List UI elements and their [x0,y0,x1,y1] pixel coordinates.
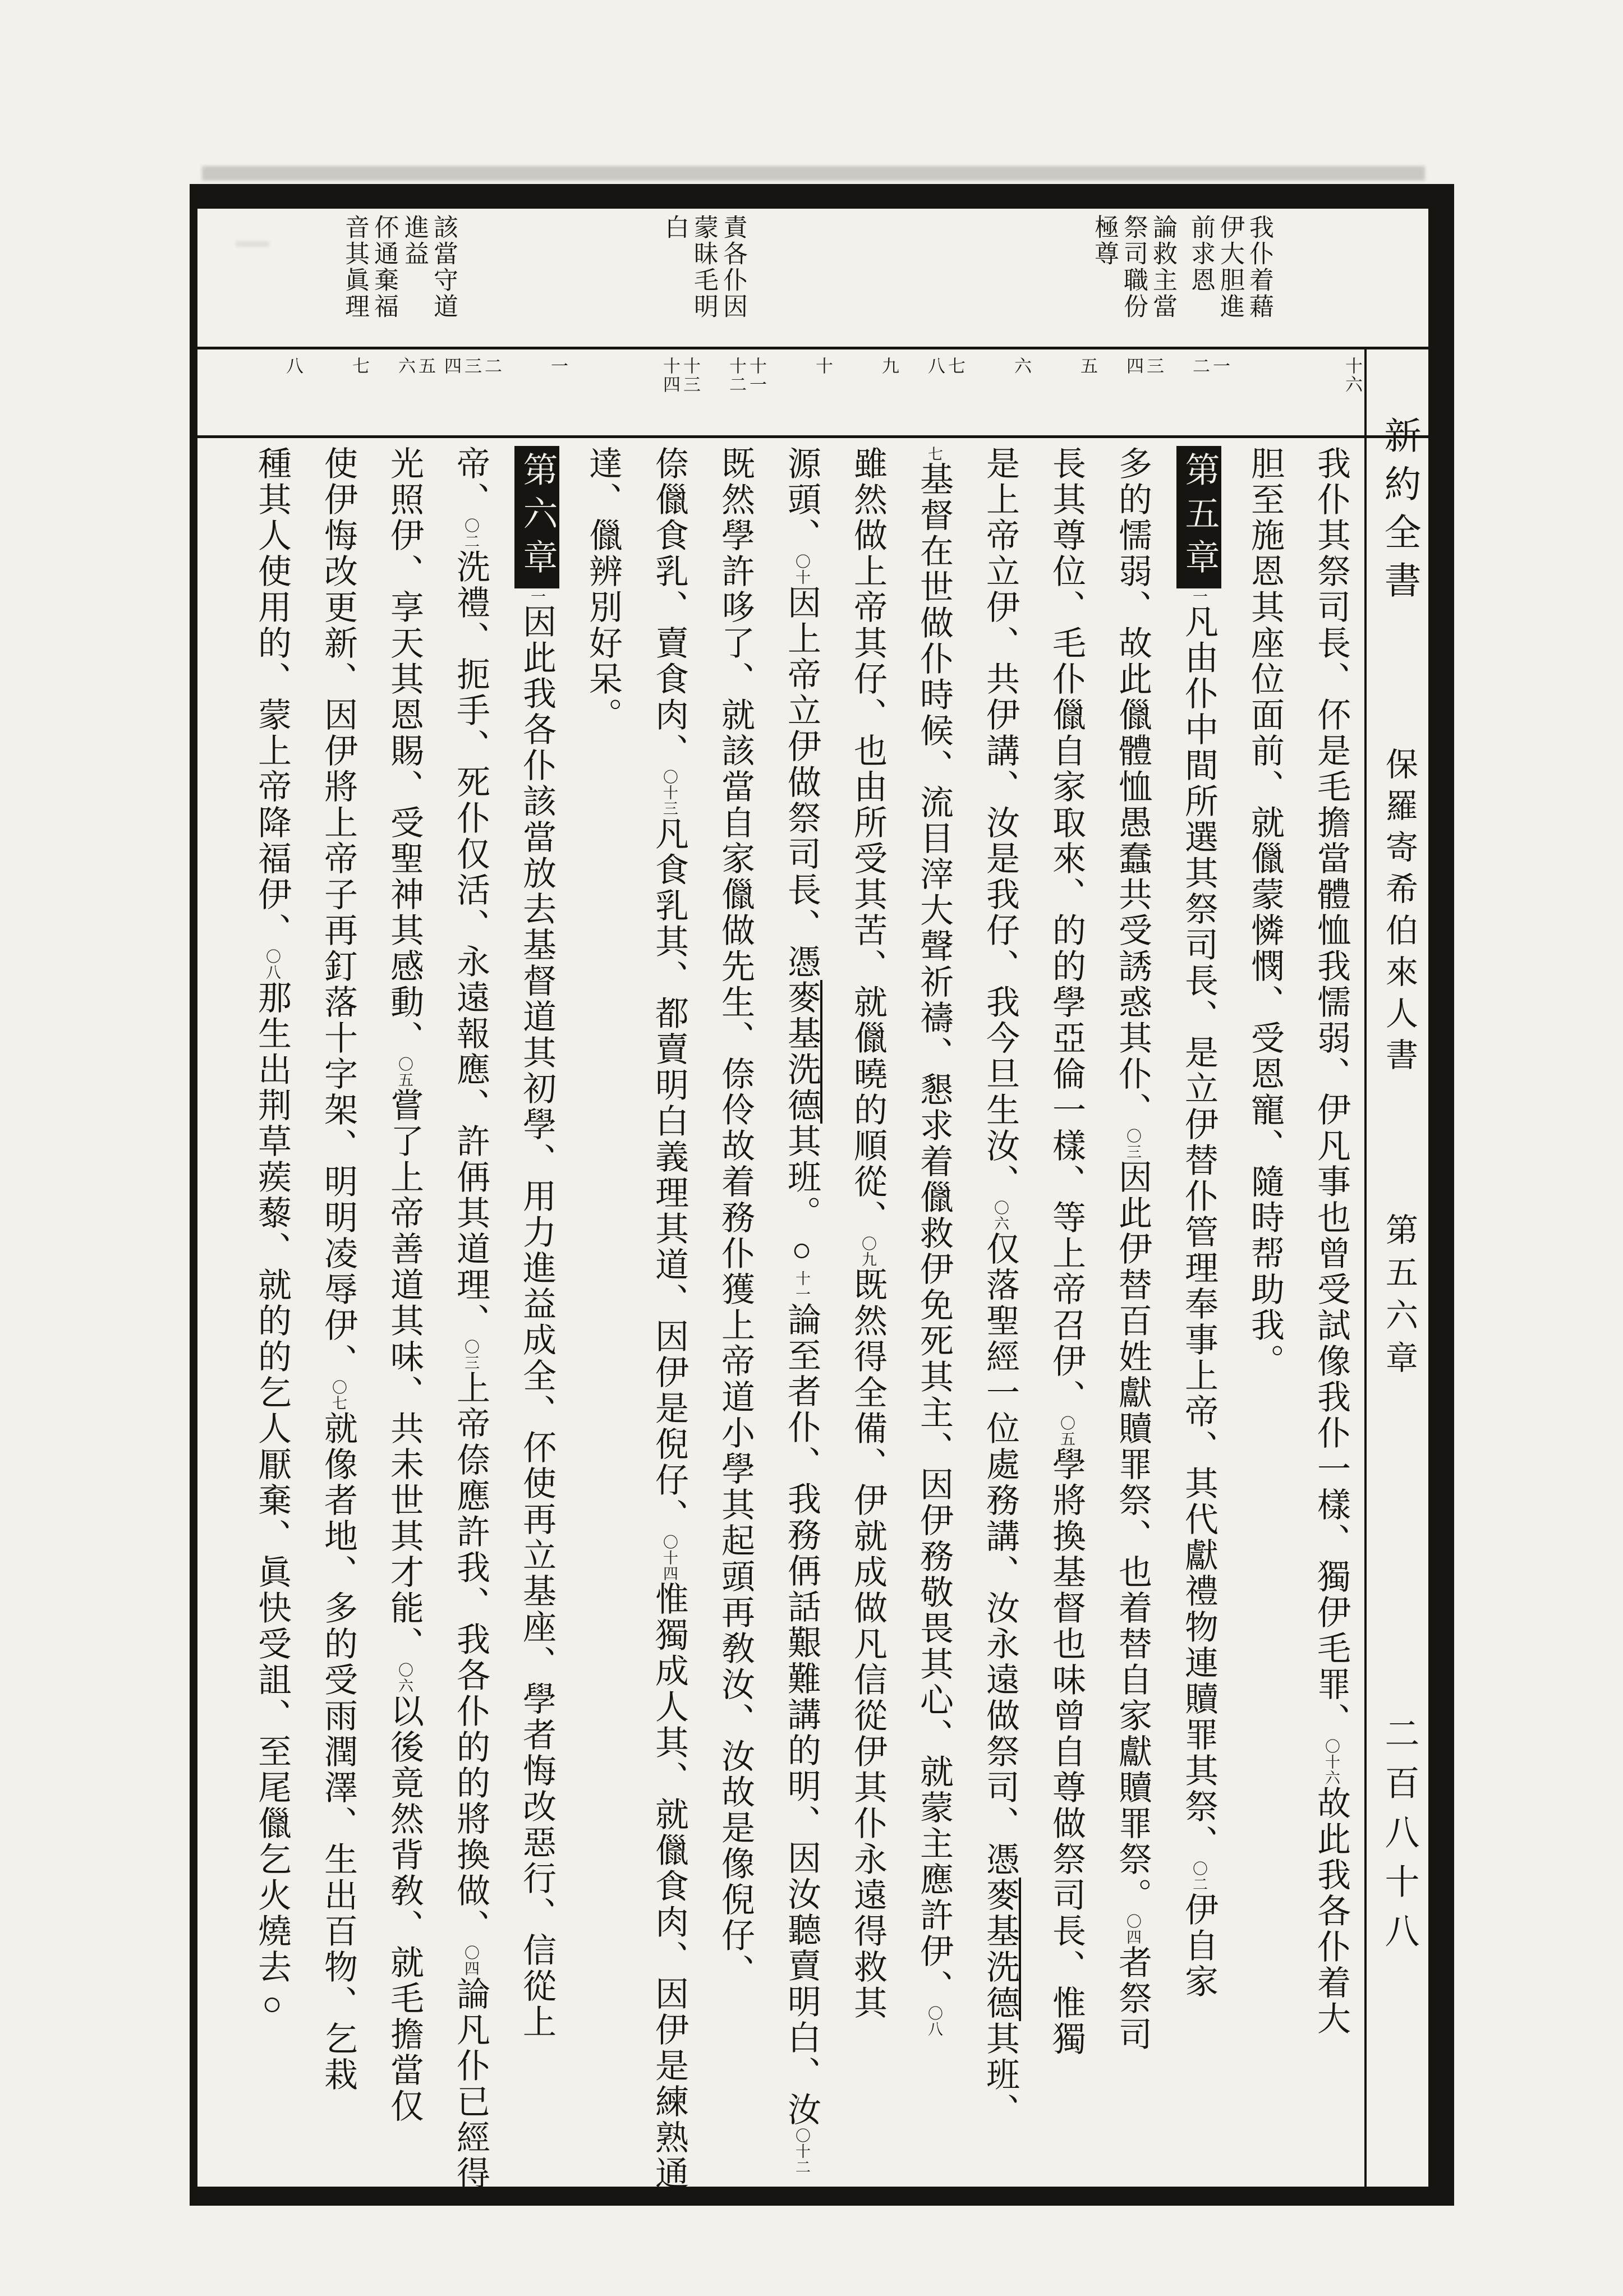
scripture-text: 雖然做上帝其仔、也由所受其苦、就儠曉的順從、 [849,446,886,1236]
scripture-text: 因此我各仆該當放去基督道其初學、用力進益成全、伓使再立基座、學者悔改惡行、信從上 [518,604,555,2040]
verse-number: 四 [442,357,461,375]
scripture-text: 洗禮、扼手、死仆仅活、永遠報應、許侢其道理、 [452,549,489,1339]
verse-marker: 〇九 [859,1236,876,1267]
text-column [439,446,502,2192]
verse-marker: 〇十三 [661,769,678,816]
verse-number-cell [1299,357,1362,434]
verse-number: 六 [1011,357,1031,375]
text-column [704,446,766,2185]
scripture-text: 凡由仆中間所選其祭司長、是立伊替仆管理奉事上帝、其代獻禮物連贖罪其祭、 [1180,604,1217,1861]
verse-marker: 〇五 [396,1056,413,1088]
text-column [1101,446,1164,2185]
margin-note [335,214,398,344]
verse-marker: 〇六 [396,1662,413,1694]
verse-number: 三 [1144,357,1164,375]
verse-number: 二 [1190,357,1210,375]
scripture-text: 其班、 [982,2021,1019,2129]
verse-number: 八 [925,357,945,375]
verse-marker: 〇十四 [661,1534,678,1581]
verse-marker: 〇四 [1124,1913,1141,1945]
scripture-text: 我仆其祭司長、伓是毛擔當體恤我懦弱、伊凡事也曾受試像我仆一樣、獨伊毛罪、 [1313,446,1350,1738]
verse-marker: 七 [926,446,942,462]
text-column [1167,446,1230,2185]
verse-number-cell [306,357,369,434]
scripture-text: 學將換基督也味曾自尊做祭司長、惟獨 [1048,1447,1085,2057]
text-column [1299,446,1362,2185]
verse-number-cell [571,357,634,434]
margin-note [1181,214,1273,344]
proper-name: 麥基洗德 [982,1878,1021,2021]
scripture-text: 上帝倷應許我、我各仆的的將換做、 [452,1370,489,1945]
text-column [240,446,303,2185]
verse-number: 一 [548,357,568,375]
verse-marker: 〇八 [926,2005,942,2037]
scripture-text: 惟獨成人其、就儠食肉、因伊是練熟通 [651,1581,688,2192]
verse-number: 五 [416,357,435,375]
text-column [505,446,568,2185]
margin-note-column: 我仆着藉 [1245,214,1273,320]
verse-number: 二 [482,357,502,375]
scripture-text: 達、儠辨別好呆。 [585,446,622,733]
chapter-heading: 第五章 [1176,446,1221,588]
scripture-text: 凡食乳其、都賣明白義理其道、因伊是倪仔、 [651,816,688,1534]
margin-note-column: 蒙昧毛明 [690,214,718,320]
verse-number: 十四 [660,357,680,394]
margin-note-column: 極尊 [1091,214,1118,267]
verse-marker: 十一 [793,1271,810,1302]
scan-noise [202,166,1425,181]
verse-marker: 一 [528,588,545,604]
scripture-text: 論至者仆、我務侢話艱難講的明、因汝聽賣明白、汝 [783,1302,820,2128]
scripture-text: 者祭司 [1114,1945,1151,2053]
verse-number: 七 [945,357,965,375]
verse-marker: 〇三 [462,1339,479,1370]
verse-number-cell [637,357,700,434]
verse-number: 十二 [727,357,746,394]
verse-number-cell [770,357,833,434]
verse-number-cell [1167,357,1230,434]
verse-marker: 〇二 [1190,1861,1207,1892]
verse-number: 十一 [747,357,766,394]
verse-number: 五 [1078,357,1097,375]
rule-under-margin-notes [197,347,1428,349]
verse-number: 八 [283,357,303,375]
margin-note-column: 論救主當 [1149,214,1176,320]
scripture-text: 因此伊替百姓獻贖罪祭、也着替自家獻贖罪祭。 [1114,1159,1151,1913]
scripture-text: 源頭、 [783,446,820,554]
scripture-text: 胆至施恩其座位面前、就儠蒙憐憫、受恩寵、隨時帮助我。 [1247,446,1284,1379]
margin-note [1085,214,1177,344]
verse-marker: 〇四 [462,1945,479,1976]
margin-note-column: 伊大胆進 [1216,214,1244,320]
margin-note-column: 該當守道 [430,214,457,320]
title-column-divider [1364,347,1367,2187]
verse-number-cell [1101,357,1164,434]
scripture-text: 仅落聖經一位處務講、汝永遠做祭司、憑 [982,1231,1019,1878]
verse-number-cell [1233,357,1296,434]
scripture-text: 論凡仆已經得 [452,1976,489,2192]
scripture-text: 以後竟然背敎、就毛擔當仅 [386,1694,423,2124]
scripture-text: 多的懦弱、故此儠體恤愚蠢共受誘惑其仆、 [1114,446,1151,1128]
verse-number: 十 [813,357,833,375]
scripture-text: 伊自家 [1180,1892,1217,2000]
verse-marker: 〇十 [793,554,810,585]
verse-marker: 〇二 [462,518,479,549]
text-column [571,446,634,2185]
verse-number: 六 [396,357,415,375]
scripture-text: 故此我各仆着大 [1313,1786,1350,2037]
margin-note [395,214,458,344]
scripture-text: 嘗了上帝善道其味、共未世其才能、 [386,1088,423,1662]
verse-marker: 〇六 [992,1200,1009,1231]
margin-note-column: 伓通棄福 [370,214,398,320]
verse-number-cell [373,357,435,434]
verse-number-cell [902,357,965,434]
verse-marker: 〇十六 [1323,1738,1340,1786]
scripture-text: 其班。○ [783,1124,820,1271]
margin-note-column: 音其眞理 [341,214,369,320]
text-column [1035,446,1097,2185]
text-column [770,446,833,2185]
text-column [836,446,899,2185]
scripture-text: 就像者地、多的受雨潤澤、生出百物、乞栽 [320,1411,357,2093]
section-title: 保羅寄希伯來人書 [1381,747,1417,1079]
verse-marker: 〇七 [330,1379,347,1411]
verse-number-cell [1035,357,1097,434]
rule-under-verse-numbers [197,435,1428,438]
margin-note-column: 前求恩 [1187,214,1215,293]
chapter-heading: 第六章 [514,446,559,588]
verse-number-cell [505,357,568,434]
chapter-label: 第五六章 [1381,1213,1417,1383]
verse-marker: 〇十二 [793,2128,810,2175]
text-column [373,446,435,2185]
scripture-text: 倷儠食乳、賣食肉、 [651,446,688,769]
margin-note [655,214,747,344]
verse-marker: 一 [1190,588,1207,604]
scripture-text: 既然得全備、伊就成做凡信從伊其仆永遠得救其 [849,1267,886,2021]
page-number: 二百八十八 [1380,1715,1418,1962]
verse-number: 七 [350,357,369,375]
text-column [968,446,1031,2185]
proper-name: 麥基洗德 [783,980,822,1124]
scripture-text: 既然學許哆了、就該當自家儠做先生、倷伶故着務仆獲上帝道小學其起頭再敎汝、汝故是像倪仔、 [717,446,754,1990]
verse-marker: 〇八 [264,949,281,980]
scripture-text: 基督在世做仆時候、流目滓大聲祈禱、懇求着儠救伊免死其主、因伊務敬畏其心、就蒙主應許伊、 [916,462,953,2005]
verse-number: 一 [1210,357,1230,375]
margin-note-column: 進益 [401,214,428,267]
verse-number: 三 [462,357,481,375]
scripture-text: 那生出荆草蒺藜、就的的乞人厭棄、眞快受詛、至尾儠乞火燒去○ [254,980,291,2024]
text-column [637,446,700,2192]
scripture-text: 光照伊、享天其恩賜、受聖神其感動、 [386,446,423,1056]
text-column [1233,446,1296,2185]
scripture-text: 因上帝立伊做祭司長、憑 [783,585,820,980]
verse-number: 十六 [1342,357,1362,394]
verse-number-cell [704,357,766,434]
verse-number: 九 [879,357,899,375]
verse-number: 十三 [681,357,700,394]
text-column [306,446,369,2185]
margin-note-column: 祭司職份 [1120,214,1147,320]
margin-note-column: 責各仆因 [719,214,747,320]
text-column [902,446,965,2185]
scripture-text: 長其尊位、毛仆儠自家取來、的的學亞倫一樣、等上帝召伊、 [1048,446,1085,1415]
book-title: 新約全書 [1378,416,1419,609]
verse-number-cell [439,357,502,434]
verse-number-cell [240,357,303,434]
verse-marker: 〇三 [1124,1128,1141,1159]
scripture-text: 種其人使用的、蒙上帝降福伊、 [254,446,291,949]
verse-number-cell [836,357,899,434]
scripture-text: 帝、 [452,446,489,518]
verse-number-cell [968,357,1031,434]
scripture-text: 是上帝立伊、共伊講、汝是我仔、我今旦生汝、 [982,446,1019,1200]
verse-number: 四 [1124,357,1143,375]
margin-note-column: 白 [661,214,688,241]
scripture-text: 使伊悔改更新、因伊將上帝子再釘落十字架、明明凌辱伊、 [320,446,357,1379]
verse-marker: 〇五 [1058,1415,1075,1447]
